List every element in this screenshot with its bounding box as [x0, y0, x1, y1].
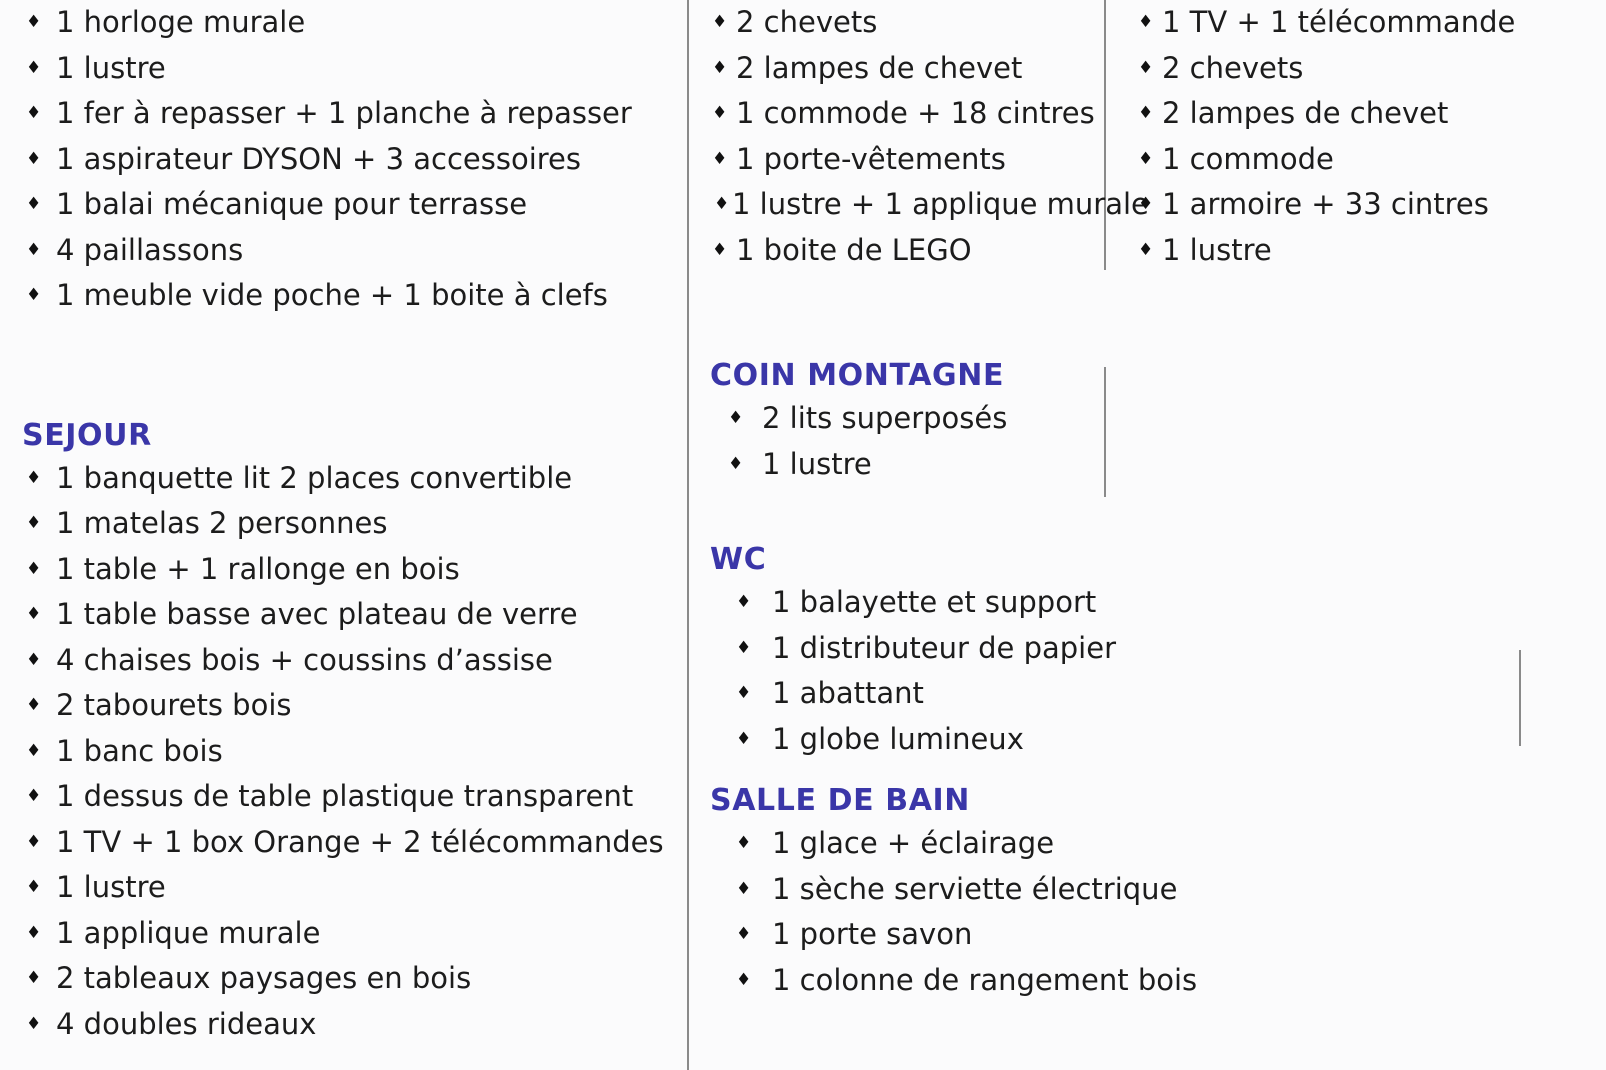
list-item: ♦ 1 aspirateur DYSON + 3 accessoires [18, 137, 687, 183]
section-heading-salle-de-bain: SALLE DE BAIN [710, 783, 970, 818]
list-block-chambre2-continuation [1132, 0, 1606, 273]
section-spacer [706, 273, 1104, 359]
list-block-wc [706, 542, 1116, 762]
list-item: ♦ 1 colonne de rangement bois [706, 958, 1104, 1004]
list-item: ♦ 1 sèche serviette électrique [706, 867, 1104, 913]
section-heading-coin-montagne: COIN MONTAGNE [710, 358, 1005, 393]
item-list [18, 0, 687, 319]
list-block-entree-continuation [18, 0, 687, 319]
list-item: ♦ 4 chaises bois + coussins d’assise [18, 638, 687, 684]
column-divider-main [687, 0, 689, 1070]
item-list [1132, 0, 1606, 273]
list-item: ♦ 1 lustre [1132, 228, 1606, 274]
list-item: ♦ 1 glace + éclairage [706, 821, 1104, 867]
list-item: ♦ 2 chevets [706, 0, 1104, 46]
list-item: ♦ 1 dessus de table plastique transparent [18, 774, 687, 820]
list-item: ♦ 2 tabourets bois [18, 683, 687, 729]
list-item: ♦ 1 globe lumineux [706, 717, 1104, 763]
list-item: ♦ 2 tableaux paysages en bois [18, 956, 687, 1002]
list-item: ♦ 1 lustre [706, 442, 1104, 488]
list-item: ♦ 1 balai mécanique pour terrasse [18, 182, 687, 228]
list-item: ♦ 1 commode + 18 cintres [706, 91, 1104, 137]
item-list [18, 456, 687, 1048]
list-item: ♦ 1 lustre + 1 applique murale [706, 182, 1104, 228]
list-item: ♦ 1 balayette et support [706, 580, 1104, 626]
list-item: ♦ 1 table basse avec plateau de verre [18, 592, 687, 638]
column-middle [690, 0, 1198, 1003]
list-item: ♦ 1 lustre [18, 865, 687, 911]
list-block-sejour [18, 419, 687, 1048]
item-list [706, 0, 1149, 273]
list-item: ♦ 1 TV + 1 box Orange + 2 télécommandes [18, 820, 687, 866]
list-item: ♦ 1 boite de LEGO [706, 228, 1104, 274]
column-divider-mid-lower [1104, 367, 1106, 497]
list-item: ♦ 2 chevets [1132, 46, 1606, 92]
list-item: ♦ 1 table + 1 rallonge en bois [18, 547, 687, 593]
section-heading-wc: WC [710, 542, 767, 577]
list-item: ♦ 1 horloge murale [18, 0, 687, 46]
item-list [706, 580, 1116, 762]
list-item: ♦ 1 applique murale [18, 911, 687, 957]
list-item: ♦ 1 distributeur de papier [706, 626, 1104, 672]
list-item: ♦ 1 commode [1132, 137, 1606, 183]
section-heading-sejour: SEJOUR [22, 417, 152, 453]
list-item: ♦ 2 lits superposés [706, 396, 1104, 442]
section-spacer [706, 487, 1104, 543]
list-item: ♦ 1 TV + 1 télécommande [1132, 0, 1606, 46]
section-spacer [706, 762, 1104, 784]
list-item: ♦ 1 lustre [18, 46, 687, 92]
column-divider-right [1519, 650, 1521, 746]
list-item: ♦ 2 lampes de chevet [706, 46, 1104, 92]
list-item: ♦ 1 meuble vide poche + 1 boite à clefs [18, 273, 687, 319]
list-item: ♦ 1 banquette lit 2 places convertible [18, 456, 687, 502]
list-item: ♦ 1 banc bois [18, 729, 687, 775]
column-divider-mid-upper [1104, 0, 1106, 270]
list-item: ♦ 1 armoire + 33 cintres [1132, 182, 1606, 228]
section-spacer [18, 319, 687, 419]
list-item: ♦ 1 fer à repasser + 1 planche à repasser [18, 91, 687, 137]
list-item: ♦ 4 paillassons [18, 228, 687, 274]
list-item: ♦ 1 matelas 2 personnes [18, 501, 687, 547]
list-block-chambre-continuation [706, 0, 1149, 273]
list-block-coin-montagne [706, 359, 1104, 487]
list-item: ♦ 1 porte savon [706, 912, 1104, 958]
list-item: ♦ 1 abattant [706, 671, 1104, 717]
column-right [1108, 0, 1606, 273]
item-list [706, 396, 1104, 487]
list-item: ♦ 2 lampes de chevet [1132, 91, 1606, 137]
list-block-salle-de-bain [706, 783, 1198, 1003]
list-item: ♦ 1 porte-vêtements [706, 137, 1104, 183]
list-item: ♦ 4 doubles rideaux [18, 1002, 687, 1048]
item-list [706, 821, 1198, 1003]
column-left [0, 0, 687, 1047]
